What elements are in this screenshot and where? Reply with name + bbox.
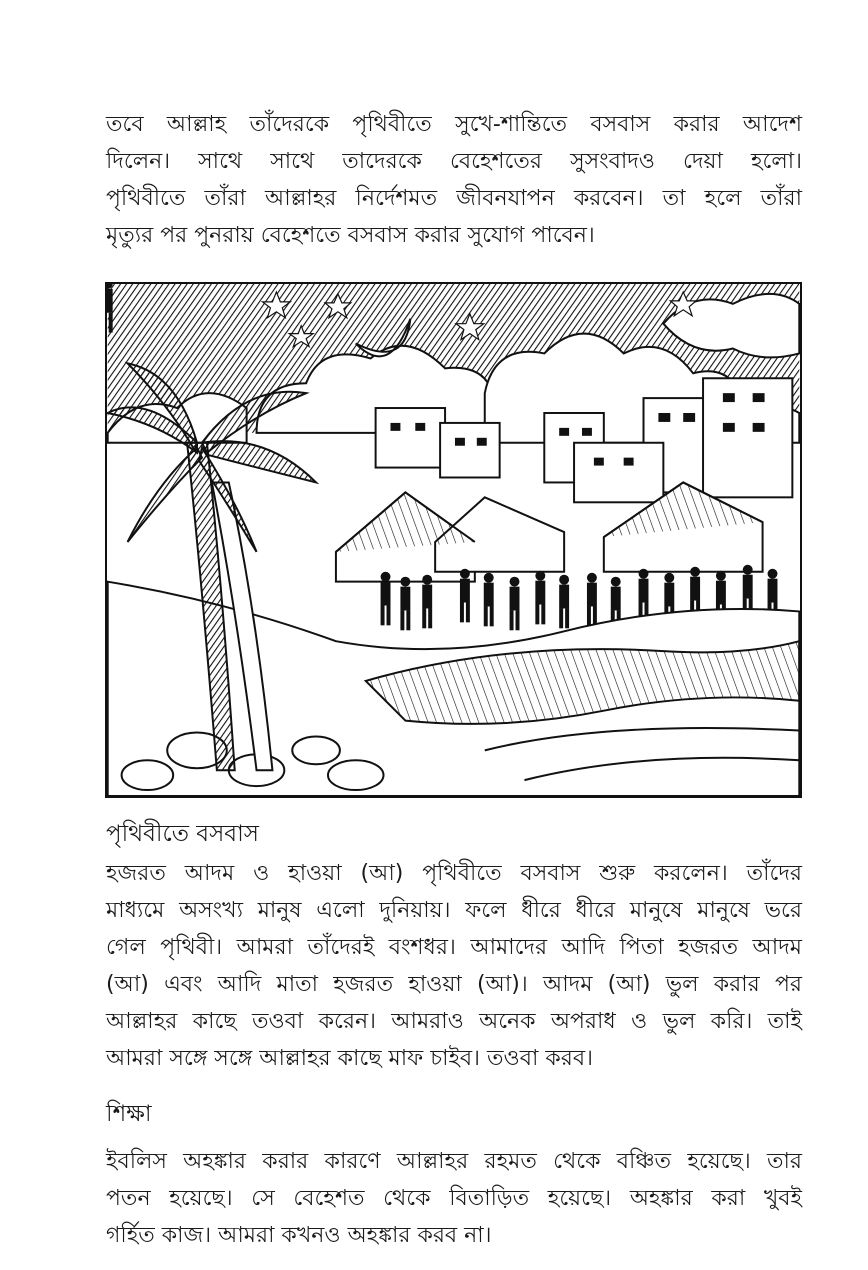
text-line: (আ) এবং আদি মাতা হজরত হাওয়া (আ)। আদম (আ) ভুল করার পর [106,972,802,997]
living-paragraph [106,855,802,1077]
lesson-paragraph [106,1143,802,1254]
text-line: আমরা সঙ্গে সঙ্গে আল্লাহর কাছে মাফ চাইব। তওবা করব। [106,1046,593,1071]
illustration-drawing [107,284,800,796]
text-line: দিলেন। সাথে সাথে তাদেরকে বেহেশতের সুসংবাদও দেয়া হলো। [106,149,802,174]
village-night-illustration [105,282,802,798]
text-line: আল্লাহর কাছে তওবা করেন। আমরাও অনেক অপরাধ ও ভুল করি। তাই [106,1009,802,1034]
text-line: মাধ্যমে অসংখ্য মানুষ এলো দুনিয়ায়। ফলে ধীরে ধীরে মানুষে মানুষে ভরে [106,898,802,923]
text-line: গেল পৃথিবী। আমরা তাঁদেরই বংশধর। আমাদের আদি পিতা হজরত আদম [106,935,802,960]
text-line: ইবলিস অহঙ্কার করার কারণে আল্লাহর রহমত থেকে বঞ্চিত হয়েছে। তার [106,1149,802,1174]
section-heading-living: পৃথিবীতে বসবাস [106,821,259,847]
text-line: পতন হয়েছে। সে বেহেশত থেকে বিতাড়িত হয়েছে। অহঙ্কার করা খুবই [106,1186,802,1211]
text-line: হজরত আদম ও হাওয়া (আ) পৃথিবীতে বসবাস শুরু করলেন। তাঁদের [106,861,802,886]
text-line: পৃথিবীতে তাঁরা আল্লাহর নির্দেশমত জীবনযাপন করবেন। তা হলে তাঁরা [106,186,802,211]
text-line: গর্হিত কাজ। আমরা কখনও অহঙ্কার করব না। [106,1223,492,1248]
text-line: মৃত্যুর পর পুনরায় বেহেশতে বসবাস করার সুযোগ পাবেন। [106,223,595,248]
intro-paragraph [106,106,802,254]
text-line: তবে আল্লাহ তাঁদেরকে পৃথিবীতে সুখে-শান্তিতে বসবাস করার আদেশ [106,112,802,137]
section-heading-lesson: শিক্ষা [106,1101,152,1127]
market-huts [336,482,763,581]
